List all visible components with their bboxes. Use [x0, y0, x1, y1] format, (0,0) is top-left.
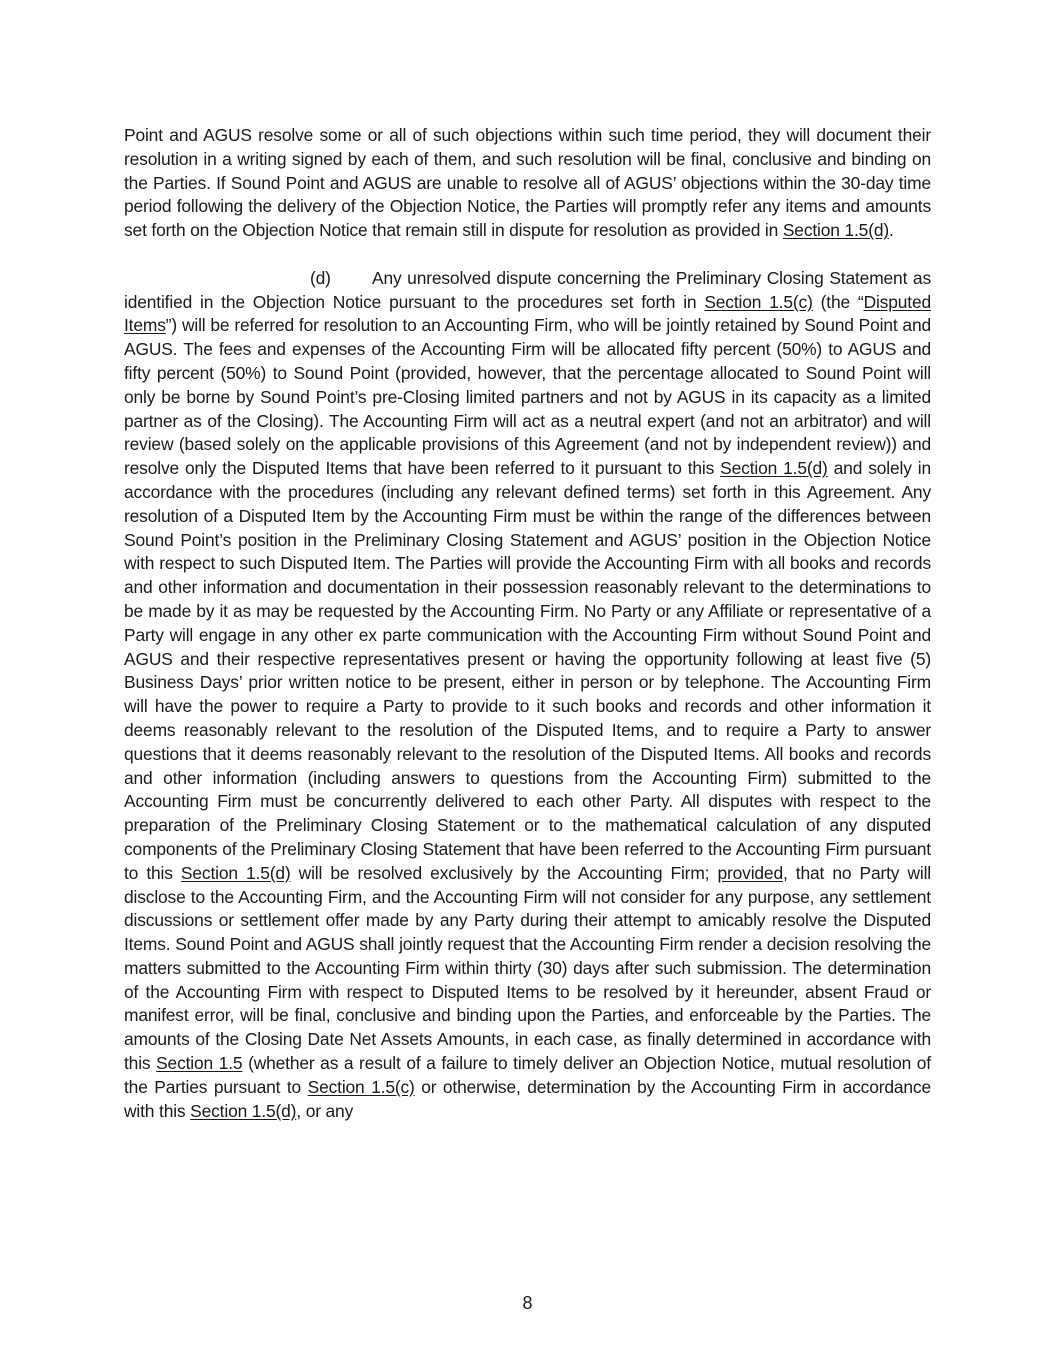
section-reference-1-5-d: Section 1.5(d)	[782, 220, 890, 241]
section-reference-1-5-c: Section 1.5(c)	[307, 1076, 415, 1097]
text-run: , that no Party will disclose to the Accounting Firm, and the Accounting Firm will not consider for any purpose, any settlement discussions or settlement offer made by any Party during their attempt to amicably resolve the Disputed Items. Sound Point and AGUS shall jointly request that the Accounting Firm render a decision resolving the matters submitted to the Accounting Firm within thirty (30) days after such submission. The determination of the Accounting Firm with respect to Disputed Items to be resolved by it hereunder, absent Fraud or manifest error, will be final, conclusive and binding upon the Parties, and enforceable by the Parties. The amounts of the Closing Date Net Assets Amounts, in each case, as finally determined in accordance with this	[124, 862, 932, 1074]
page-number: 8	[522, 1293, 533, 1313]
paragraph-label: (d)	[310, 267, 331, 288]
paragraph-d	[124, 267, 931, 1124]
section-reference-1-5-c: Section 1.5(c)	[704, 291, 813, 312]
document-body	[124, 124, 931, 1123]
section-reference-1-5: Section 1.5	[156, 1053, 243, 1074]
section-reference-1-5-d: Section 1.5(d)	[190, 1100, 297, 1121]
proviso-term: provided	[717, 862, 783, 883]
text-run: .	[889, 220, 894, 241]
text-run: Any unresolved dispute concerning the Preliminary Closing Statement as identified in the Objection Notice pursuant to the procedures set forth in	[124, 267, 931, 312]
text-run: , or any	[296, 1100, 354, 1121]
text-run: will be resolved exclusively by the Accounting Firm;	[290, 862, 718, 883]
text-run: Point and AGUS resolve some or all of such objections within such time period, they will document their resolution in a writing signed by each of them, and such resolution will be final, conclusive and binding on the Parties. If Sound Point and AGUS are unable to resolve all of AGUS’ objections within the 30-day time period following the delivery of the Objection Notice, the Parties will promptly refer any items and amounts set forth on the Objection Notice that remain still in dispute for resolution as provided in	[124, 125, 931, 241]
section-reference-1-5-d: Section 1.5(d)	[180, 862, 291, 883]
text-run: (whether as a result of a failure to timely deliver an Objection Notice, mutual resolution of the Parties pursuant to	[124, 1053, 931, 1097]
text-run: ”) will be referred for resolution to an Accounting Firm, who will be jointly retained by Sound Point and AGUS. The fees and expenses of the Accounting Firm will be allocated fifty percent (50%) to AGUS and fifty percent (50%) to Sound Point (provided, however, that the percentage allocated to Sound Point will only be borne by Sound Point’s pre-Closing limited partners and not by AGUS in its capacity as a limited partner as of the Closing). The Accounting Firm will act as a neutral expert (and not an arbitrator) and will review (based solely on the applicable provisions of this Agreement (and not by independent review)) and resolve only the Disputed Items that have been referred to it pursuant to this	[124, 315, 931, 479]
paragraph-c-continued	[124, 124, 931, 243]
text-run: (the “	[812, 291, 864, 312]
text-run: and solely in accordance with the procedures (including any relevant defined terms) set forth in this Agreement. Any resolution of a Disputed Item by the Accounting Firm must be within the range of the differences between Sound Point’s position in the Preliminary Closing Statement and AGUS’ position in the Objection Notice with respect to such Disputed Item. The Parties will provide the Accounting Firm with all books and records and other information and documentation in their possession reasonably relevant to the determinations to be made by it as may be requested by the Accounting Firm. No Party or any Affiliate or representative of a Party will engage in any other ex parte communication with the Accounting Firm without Sound Point and AGUS and their respective representatives present or having the opportunity following at least five (5) Business Days’ prior written notice to be present, either in person or by telephone. The Accounting Firm will have the power to require a Party to provide to it such books and records and other information it deems reasonably relevant to the resolution of the Disputed Items, and to require a Party to answer questions that it deems reasonably relevant to the resolution of the Disputed Items. All books and records and other information (including answers to questions from the Accounting Firm) submitted to the Accounting Firm must be concurrently delivered to each other Party. All disputes with respect to the preparation of the Preliminary Closing Statement or to the mathematical calculation of any disputed components of the Preliminary Closing Statement that have been referred to the Accounting Firm pursuant to this	[124, 458, 931, 883]
section-reference-1-5-d: Section 1.5(d)	[720, 458, 828, 479]
text-run: or otherwise, determination by the Accounting Firm in accordance with this	[124, 1076, 931, 1121]
defined-term-disputed-items: Disputed Items	[124, 291, 931, 336]
